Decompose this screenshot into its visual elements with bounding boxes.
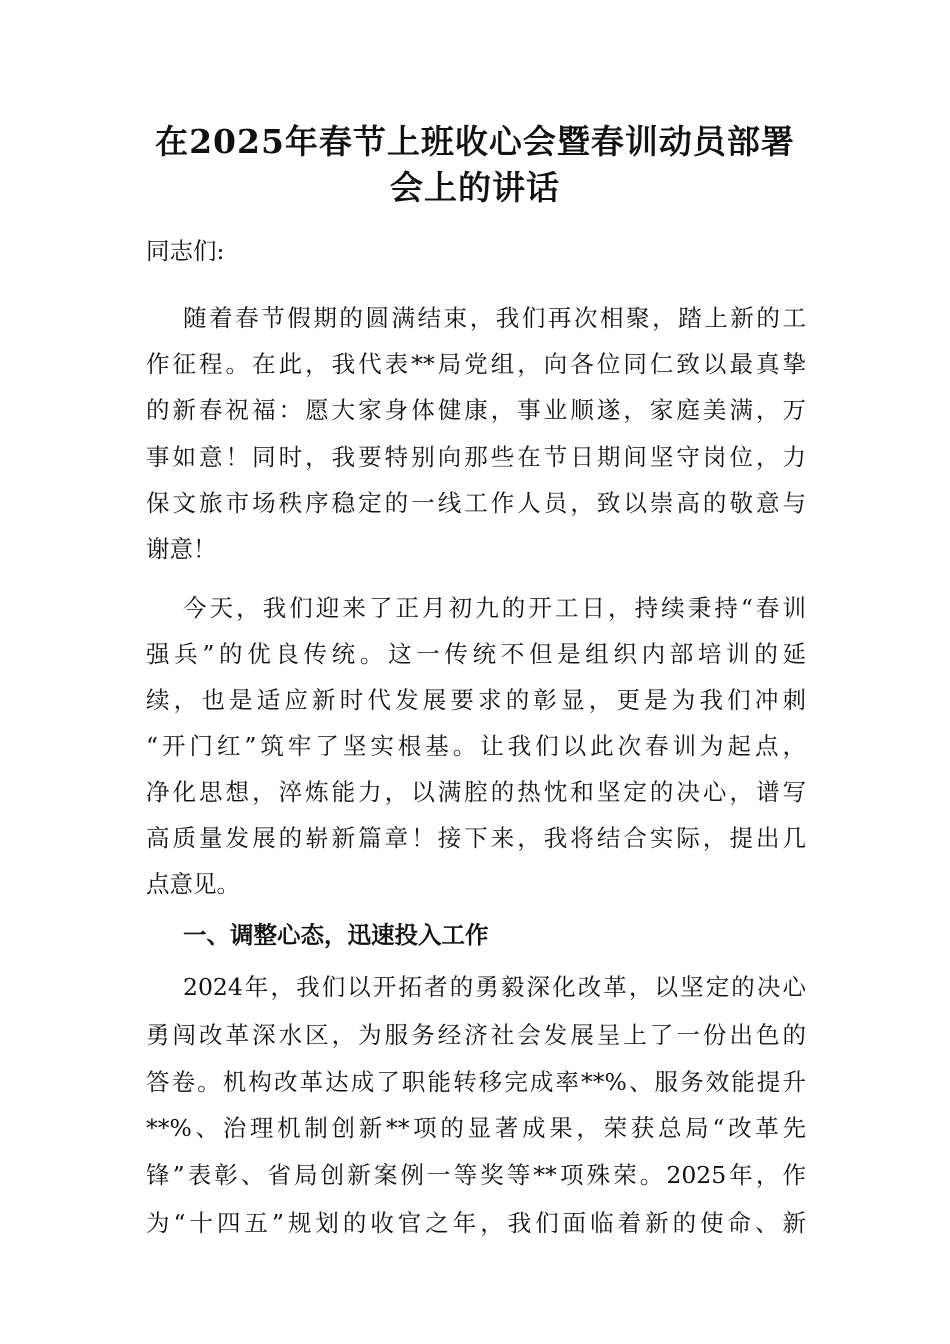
paragraph-2-line: 今天，我们迎来了正月初九的开工日，持续秉持“春训 bbox=[183, 594, 806, 622]
paragraph-2-line: “开门红”筑牢了坚实根基。让我们以此次春训为起点， bbox=[146, 732, 806, 760]
document-title-line-1: 在2025年春节上班收心会暨春训动员部署 bbox=[155, 122, 795, 161]
paragraph-1-line: 保文旅市场秩序稳定的一线工作人员，致以崇高的敬意与 bbox=[146, 489, 806, 517]
paragraph-3-line: 2024年，我们以开拓者的勇毅深化改革，以坚定的决心 bbox=[183, 973, 806, 1001]
paragraph-3-line: **%、治理机制创新**项的显著成果，荣获总局“改革先 bbox=[146, 1114, 806, 1142]
document-title-line-2: 会上的讲话 bbox=[390, 168, 560, 207]
paragraph-1-line: 随着春节假期的圆满结束，我们再次相聚，踏上新的工 bbox=[183, 304, 806, 332]
paragraph-2-line: 净化思想，淬炼能力，以满腔的热忱和坚定的决心，谱写 bbox=[146, 778, 806, 806]
section-heading-1: 一、调整心态，迅速投入工作 bbox=[183, 921, 489, 949]
paragraph-1-line: 的新春祝福：愿大家身体健康，事业顺遂，家庭美满，万 bbox=[146, 396, 806, 424]
paragraph-1-line: 事如意！同时，我要特别向那些在节日期间坚守岗位，力 bbox=[146, 443, 806, 471]
paragraph-3-line: 为“十四五”规划的收官之年，我们面临着新的使命、新 bbox=[146, 1209, 806, 1237]
paragraph-2-line: 续，也是适应新时代发展要求的彰显，更是为我们冲刺 bbox=[146, 686, 806, 714]
paragraph-1-line: 作征程。在此，我代表**局党组，向各位同仁致以最真挚 bbox=[146, 350, 806, 378]
paragraph-3-line: 答卷。机构改革达成了职能转移完成率**%、服务效能提升 bbox=[146, 1068, 806, 1096]
salutation: 同志们: bbox=[146, 237, 225, 265]
paragraph-2-line: 高质量发展的崭新篇章！接下来，我将结合实际，提出几 bbox=[146, 824, 806, 852]
paragraph-2-line: 点意见。 bbox=[146, 870, 240, 898]
paragraph-3-line: 锋”表彰、省局创新案例一等奖等**项殊荣。2025年，作 bbox=[146, 1161, 806, 1189]
paragraph-3-line: 勇闯改革深水区，为服务经济社会发展呈上了一份出色的 bbox=[146, 1021, 806, 1049]
paragraph-2-line: 强兵”的优良传统。这一传统不但是组织内部培训的延 bbox=[146, 640, 806, 668]
paragraph-1-line: 谢意！ bbox=[146, 535, 217, 563]
